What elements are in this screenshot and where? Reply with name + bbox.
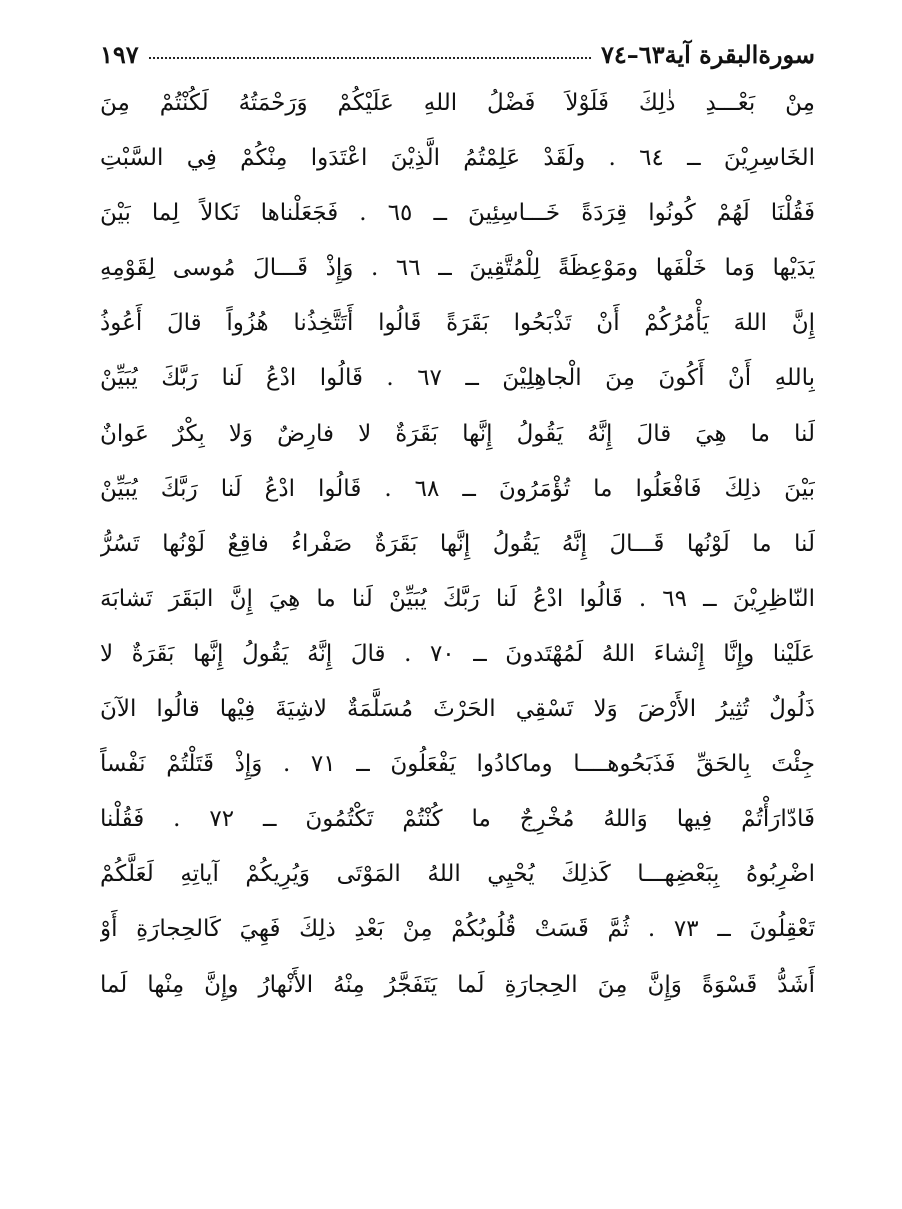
text-line: ذَلُولٌ تُثِيرُ الأَرْضَ وَلا تَسْقِي الحَرْثَ مُسَلَّمَةٌ لاشِيَةَ فِيْها قالُوا الآنَ (100, 696, 815, 723)
text-line: أَشَدُّ قَسْوَةً وَإِنَّ مِنَ الحِجارَةِ لَما يَتَفَجَّرُ مِنْهُ الأَنْهارُ وإِنَّ مِنْها لَما (100, 971, 815, 998)
text-line: مِنْ بَعْـــدِ ذٰلِكَ فَلَوْلاَ فَضْلُ اللهِ عَلَيْكُمْ وَرَحْمَتُهُ لَكُنْتُمْ مِنَ (100, 90, 815, 116)
text-line: عَلَيْنا وإِنَّا إِنْشاءَ اللهُ لَمُهْتَدونَ ــ ٧٠ . قالَ إِنَّهُ يَقُولُ إِنَّها بَقَرَةٌ لا (100, 640, 815, 667)
text-line: لَنا ما هِيَ قالَ إِنَّهُ يَقُولُ إِنَّها بَقَرَةٌ لا فارِضٌ وَلا بِكْرٌ عَوانٌ (100, 420, 815, 447)
text-line: جِئْتَ بِالحَقِّ فَذَبَحُوهــــا وماكادُوا يَفْعَلُونَ ــ ٧١ . وَإِذْ قَتَلْتُمْ نَفْساً (100, 751, 815, 778)
text-line: الخَاسِرِيْنَ ــ ٦٤ . ولَقَدْ عَلِمْتُمُ الَّذِيْنَ اعْتَدَوا مِنْكُمْ فِي السَّبْتِ (100, 145, 815, 172)
page-number: ١٩٧ (100, 39, 139, 69)
text-line: النّاظِرِيْنَ ــ ٦٩ . قَالُوا ادْعُ لَنا رَبَّكَ يُبَيِّنْ لَنا ما هِيَ إِنَّ البَقَرَ تَشابَهَ (100, 585, 815, 612)
text-line: لَنا ما لَوْنُها قَـــالَ إِنَّهُ يَقُولُ إِنَّها بَقَرَةٌ صَفْراءُ فاقِعٌ لَوْنُها تَسُرُّ (100, 530, 815, 557)
text-line: فَقُلْنَا لَهُمْ كُونُوا قِرَدَةً خَـــاسِئِينَ ــ ٦٥ . فَجَعَلْناها نَكالاً لِما بَيْنَ (100, 200, 815, 227)
text-line: اضْرِبُوهُ بِبَعْضِهـــا كَذلِكَ يُحْيِي اللهُ المَوْتَى وَيُرِيكُمْ آياتِهِ لَعَلَّكُمْ (100, 861, 815, 888)
text-line: يَدَيْها وَما خَلْفَها ومَوْعِظَةً لِلْمُتَّقِينَ ــ ٦٦ . وَإِذْ قَـــالَ مُوسى لِقَوْمِهِ (100, 255, 815, 282)
text-line: بِاللهِ أَنْ أَكُونَ مِنَ الْجاهِلِيْنَ ــ ٦٧ . قَالُوا ادْعُ لَنا رَبَّكَ يُبَيِّنْ (100, 365, 815, 392)
surah-title: سورةالبقرة آية٦٣–٧٤ (601, 39, 815, 69)
dotted-leader (149, 57, 591, 59)
text-line: بَيْنَ ذلِكَ فَافْعَلُوا ما تُؤْمَرُونَ ــ ٦٨ . قَالُوا ادْعُ لَنا رَبَّكَ يُبَيِّنْ (100, 475, 815, 502)
page-header (100, 34, 815, 74)
verse-text-block (100, 76, 815, 1013)
text-line: تَعْقِلُونَ ــ ٧٣ . ثُمَّ قَسَتْ قُلُوبُكُمْ مِنْ بَعْدِ ذلِكَ فَهِيَ كَالحِجارَةِ أَوْ (100, 916, 815, 943)
text-line: إِنَّ اللهَ يَأْمُرُكُمْ أَنْ تَذْبَحُوا بَقَرَةً قَالُوا أَتَتَّخِذُنا هُزُواً قالَ أَعُوذُ (100, 310, 815, 337)
text-line: فَادّارَأْتُمْ فِيها وَاللهُ مُخْرِجٌ ما كُنْتُمْ تَكْتُمُونَ ــ ٧٢ . فَقُلْنا (100, 806, 815, 833)
